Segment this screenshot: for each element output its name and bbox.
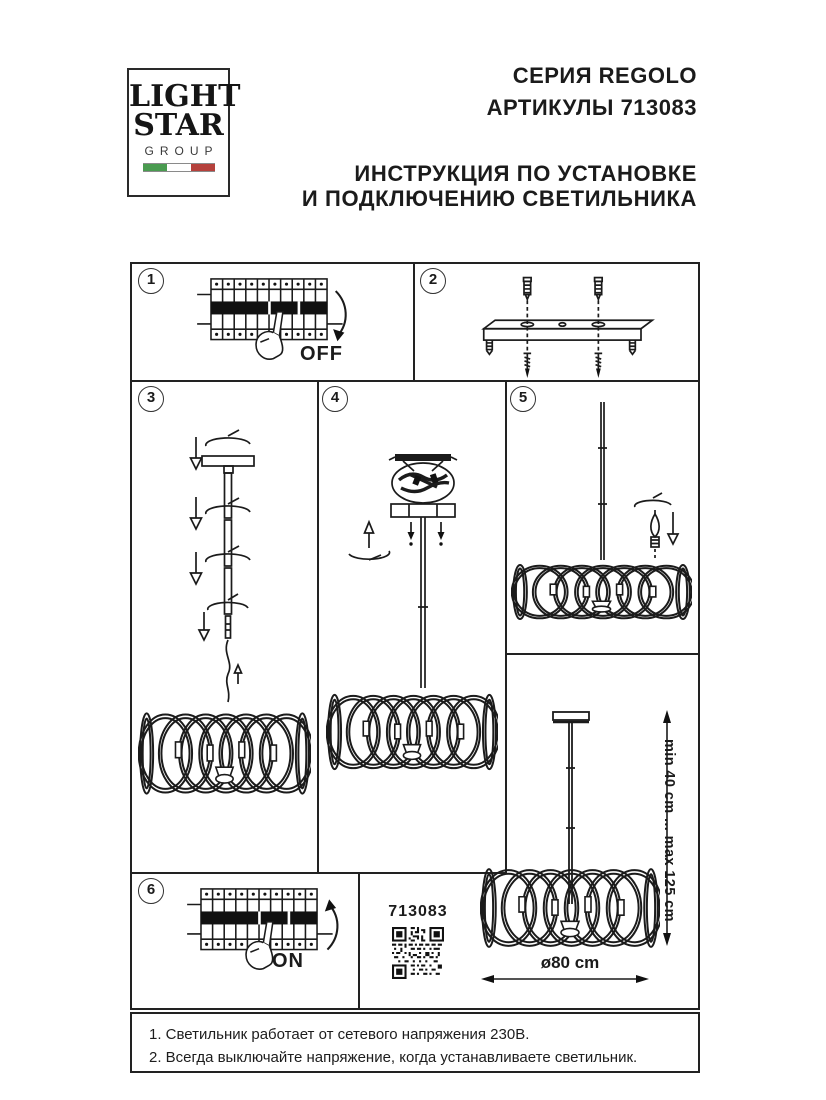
breaker-off-drawing (195, 272, 395, 369)
flag-red-segment (191, 164, 215, 171)
instruction-title-line1: ИНСТРУКЦИЯ ПО УСТАНОВКЕ (354, 161, 697, 186)
header-titles (302, 60, 697, 211)
grid-divider-h3 (132, 872, 507, 874)
step-6-number: 6 (138, 878, 164, 904)
qr-article-number: 713083 (388, 903, 448, 920)
rod-assembly-drawing (132, 384, 317, 872)
italian-flag-icon (143, 163, 215, 172)
grid-divider-v1 (413, 264, 415, 380)
mounting-bar-drawing (425, 268, 695, 380)
logo-group-text: GROUP (144, 144, 219, 158)
footer-notes (130, 1012, 700, 1073)
instruction-title-line2: И ПОДКЛЮЧЕНИЮ СВЕТИЛЬНИКА (301, 186, 697, 211)
flag-white-segment (167, 164, 191, 171)
on-label: ON (272, 950, 304, 972)
off-label: OFF (300, 343, 343, 365)
step-3-number: 3 (138, 386, 164, 412)
logo-light-text: LIGHT (129, 79, 241, 114)
height-range-label: min 40 cm ... max 125 cm (661, 738, 677, 922)
step-5-number: 5 (510, 386, 536, 412)
step-4-number: 4 (322, 386, 348, 412)
lightstar-logo (127, 68, 241, 197)
flag-green-segment (143, 164, 167, 171)
bulb-insertion-drawing (507, 384, 698, 651)
article-title: АРТИКУЛЫ 713083 (486, 95, 697, 120)
diameter-label: ø80 cm (540, 953, 600, 972)
footer-note-1: 1. Светильник работает от сетевого напряжения 230В. (149, 1026, 530, 1043)
qr-code (392, 927, 444, 979)
series-title: СЕРИЯ REGOLO (512, 63, 697, 88)
footer-note-2: 2. Всегда выключайте напряжение, когда устанавливаете светильник. (149, 1049, 638, 1066)
step-1-number: 1 (138, 268, 164, 294)
logo-star-text: STAR (133, 108, 224, 143)
grid-divider-h2 (505, 653, 698, 655)
instruction-title (302, 161, 697, 211)
step-2-number: 2 (420, 268, 446, 294)
